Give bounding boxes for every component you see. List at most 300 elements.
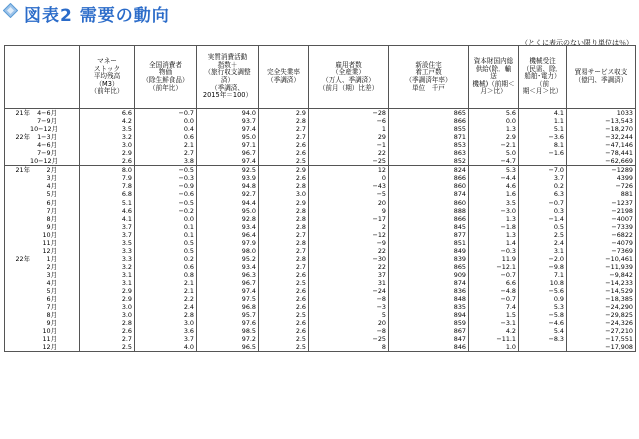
value-cell: 824 xyxy=(389,166,469,175)
value-cell: 2.6 xyxy=(259,271,309,279)
value-cell: 11.9 xyxy=(469,255,519,263)
quarterly-row xyxy=(5,149,636,157)
value-cell: 3.5 xyxy=(80,239,135,247)
period-cell xyxy=(5,335,80,343)
value-cell: 865 xyxy=(389,263,469,271)
value-cell: 97.5 xyxy=(197,295,259,303)
value-cell: 93.7 xyxy=(197,117,259,125)
quarterly-row xyxy=(5,109,636,118)
value-cell: −78,441 xyxy=(567,149,636,157)
value-cell: 2.6 xyxy=(259,303,309,311)
value-cell: 2.1 xyxy=(135,141,197,149)
value-cell: −18,385 xyxy=(567,295,636,303)
value-cell: 1.3 xyxy=(469,231,519,239)
value-cell: −24 xyxy=(309,287,389,295)
monthly-row xyxy=(5,335,636,343)
quarterly-row xyxy=(5,125,636,133)
value-cell: 0.9 xyxy=(519,295,567,303)
period-cell xyxy=(5,343,80,352)
month-label: 8月 xyxy=(46,214,57,223)
value-cell: −5 xyxy=(309,190,389,198)
value-cell: −6822 xyxy=(567,231,636,239)
period-cell xyxy=(5,199,80,207)
value-cell: −3.0 xyxy=(469,207,519,215)
value-cell: 1.3 xyxy=(469,125,519,133)
value-cell: 94.4 xyxy=(197,199,259,207)
value-cell: 5.1 xyxy=(80,199,135,207)
value-cell: 1 xyxy=(309,125,389,133)
value-cell: 2.8 xyxy=(259,239,309,247)
monthly-row xyxy=(5,247,636,255)
value-cell: −0.7 xyxy=(135,109,197,118)
value-cell: 859 xyxy=(389,319,469,327)
month-label: 2月 xyxy=(46,166,57,175)
column-header: 新設住宅 着工戸数 （季調済年率） 単位 千戸 xyxy=(389,46,469,109)
period-cell xyxy=(5,327,80,335)
monthly-row xyxy=(5,279,636,287)
value-cell: −1 xyxy=(309,141,389,149)
value-cell: −24,290 xyxy=(567,303,636,311)
period-cell xyxy=(5,149,80,157)
value-cell: 855 xyxy=(389,125,469,133)
value-cell: 0.2 xyxy=(135,255,197,263)
value-cell: 2.7 xyxy=(259,125,309,133)
value-cell: −4007 xyxy=(567,215,636,223)
value-cell: −0.9 xyxy=(135,182,197,190)
value-cell: −9,842 xyxy=(567,271,636,279)
value-cell: 0.1 xyxy=(135,223,197,231)
value-cell: 2.6 xyxy=(259,149,309,157)
period-cell xyxy=(5,255,80,263)
value-cell: 96.3 xyxy=(197,271,259,279)
value-cell: −7339 xyxy=(567,223,636,231)
period-cell xyxy=(5,215,80,223)
column-header xyxy=(5,46,80,109)
month-label: 3月 xyxy=(46,174,57,183)
value-cell: 888 xyxy=(389,207,469,215)
monthly-row xyxy=(5,174,636,182)
value-cell: −1237 xyxy=(567,199,636,207)
monthly-row xyxy=(5,343,636,352)
value-cell: 3.1 xyxy=(519,247,567,255)
month-label: 11月 xyxy=(42,335,57,344)
value-cell: −28 xyxy=(309,109,389,118)
monthly-row xyxy=(5,255,636,263)
monthly-row xyxy=(5,319,636,327)
value-cell: 5.3 xyxy=(469,166,519,175)
monthly-row xyxy=(5,271,636,279)
column-header: 全国消費者 物価 （除生鮮食品） （前年比） xyxy=(135,46,197,109)
value-cell: 2.8 xyxy=(259,182,309,190)
value-cell: 2.4 xyxy=(519,239,567,247)
period-cell xyxy=(5,271,80,279)
value-cell: 95.2 xyxy=(197,255,259,263)
value-cell: 2.8 xyxy=(259,255,309,263)
value-cell: −11.1 xyxy=(469,335,519,343)
value-cell: 93.4 xyxy=(197,263,259,271)
value-cell: −10,461 xyxy=(567,255,636,263)
value-cell: 877 xyxy=(389,231,469,239)
value-cell: 2.6 xyxy=(259,327,309,335)
value-cell: 3.1 xyxy=(80,271,135,279)
value-cell: 874 xyxy=(389,279,469,287)
value-cell: 848 xyxy=(389,295,469,303)
value-cell: −0.3 xyxy=(135,174,197,182)
value-cell: −3.1 xyxy=(469,319,519,327)
value-cell: −17 xyxy=(309,215,389,223)
value-cell: 3.6 xyxy=(135,327,197,335)
value-cell: 94.8 xyxy=(197,182,259,190)
value-cell: 92.5 xyxy=(197,166,259,175)
period-cell xyxy=(5,117,80,125)
value-cell: −13,543 xyxy=(567,117,636,125)
value-cell: 7.8 xyxy=(80,182,135,190)
value-cell: 2.2 xyxy=(135,295,197,303)
value-cell: 2.8 xyxy=(135,311,197,319)
value-cell: 2 xyxy=(309,223,389,231)
value-cell: 4.6 xyxy=(469,182,519,190)
value-cell: −1.8 xyxy=(469,223,519,231)
month-label: 12月 xyxy=(42,246,57,255)
value-cell: 2.5 xyxy=(259,343,309,352)
value-cell: 1.4 xyxy=(469,239,519,247)
value-cell: 866 xyxy=(389,215,469,223)
value-cell: 2.6 xyxy=(259,319,309,327)
value-cell: 95.0 xyxy=(197,207,259,215)
value-cell: 2.4 xyxy=(135,303,197,311)
value-cell: −8.3 xyxy=(519,335,567,343)
value-cell: 871 xyxy=(389,133,469,141)
month-label: 6月 xyxy=(46,198,57,207)
value-cell: 93.9 xyxy=(197,174,259,182)
year-label: 22年 xyxy=(15,133,30,142)
value-cell: 845 xyxy=(389,223,469,231)
value-cell: −3 xyxy=(309,303,389,311)
value-cell: 3.3 xyxy=(80,247,135,255)
month-label: 7−9月 xyxy=(37,149,57,158)
value-cell: 2.6 xyxy=(80,157,135,166)
month-label: 2月 xyxy=(46,262,57,271)
value-cell: 835 xyxy=(389,303,469,311)
value-cell: 2.9 xyxy=(80,149,135,157)
value-cell: 3.7 xyxy=(135,335,197,343)
value-cell: −11,939 xyxy=(567,263,636,271)
monthly-row xyxy=(5,263,636,271)
value-cell: −14,233 xyxy=(567,279,636,287)
value-cell: −0.7 xyxy=(519,199,567,207)
value-cell: 853 xyxy=(389,141,469,149)
value-cell: 2.7 xyxy=(259,247,309,255)
value-cell: −17,908 xyxy=(567,343,636,352)
month-label: 3月 xyxy=(46,270,57,279)
month-label: 1月 xyxy=(46,254,57,263)
quarterly-row xyxy=(5,157,636,166)
value-cell: 2.5 xyxy=(259,157,309,166)
value-cell: −7.0 xyxy=(519,166,567,175)
value-cell: −18,270 xyxy=(567,125,636,133)
value-cell: 1.0 xyxy=(469,343,519,352)
value-cell: −24,326 xyxy=(567,319,636,327)
header-row xyxy=(5,46,636,109)
value-cell: 2.9 xyxy=(259,109,309,118)
value-cell: 0.1 xyxy=(135,231,197,239)
value-cell: 851 xyxy=(389,239,469,247)
value-cell: −5.6 xyxy=(519,287,567,295)
value-cell: −9.8 xyxy=(519,263,567,271)
value-cell: 2.9 xyxy=(259,166,309,175)
column-header: 完全失業率 （季調済） xyxy=(259,46,309,109)
value-cell: −1.4 xyxy=(519,215,567,223)
value-cell: 2.6 xyxy=(259,295,309,303)
value-cell: 0.0 xyxy=(135,117,197,125)
period-cell xyxy=(5,182,80,190)
value-cell xyxy=(519,157,567,166)
value-cell: 3.0 xyxy=(80,311,135,319)
value-cell: −0.3 xyxy=(469,247,519,255)
period-cell xyxy=(5,239,80,247)
value-cell: −4.8 xyxy=(469,287,519,295)
value-cell: −6 xyxy=(309,117,389,125)
value-cell: 5.6 xyxy=(469,109,519,118)
value-cell: 2.9 xyxy=(469,133,519,141)
monthly-row xyxy=(5,239,636,247)
value-cell: −1289 xyxy=(567,166,636,175)
value-cell: 860 xyxy=(389,199,469,207)
quarterly-row xyxy=(5,117,636,125)
quarterly-row xyxy=(5,133,636,141)
value-cell: 29 xyxy=(309,133,389,141)
year-label: 22年 xyxy=(15,254,30,263)
value-cell: 8 xyxy=(309,343,389,352)
month-label: 4月 xyxy=(46,182,57,191)
value-cell: 0.5 xyxy=(135,239,197,247)
value-cell: 865 xyxy=(389,109,469,118)
value-cell: 0.0 xyxy=(135,215,197,223)
value-cell: 2.5 xyxy=(259,335,309,343)
monthly-row xyxy=(5,327,636,335)
value-cell: 6.6 xyxy=(469,279,519,287)
month-label: 7−9月 xyxy=(37,117,57,126)
value-cell: 31 xyxy=(309,279,389,287)
value-cell: −4.7 xyxy=(469,157,519,166)
value-cell: −4.4 xyxy=(469,174,519,182)
column-header: 貿易サービス収支 （億円、季調済） xyxy=(567,46,636,109)
period-cell xyxy=(5,295,80,303)
value-cell: 839 xyxy=(389,255,469,263)
value-cell: −5.8 xyxy=(519,311,567,319)
value-cell: 4399 xyxy=(567,174,636,182)
value-cell: −1.6 xyxy=(519,149,567,157)
value-cell: 3.7 xyxy=(80,223,135,231)
value-cell: −12 xyxy=(309,231,389,239)
value-cell: 97.4 xyxy=(197,157,259,166)
diamond-bullet-icon xyxy=(3,3,18,18)
value-cell: −27,210 xyxy=(567,327,636,335)
value-cell: 4.2 xyxy=(469,327,519,335)
value-cell: 3.1 xyxy=(80,279,135,287)
month-label: 7月 xyxy=(46,206,57,215)
value-cell: 22 xyxy=(309,247,389,255)
value-cell: −32,244 xyxy=(567,133,636,141)
month-label: 12月 xyxy=(42,343,57,352)
value-cell: −17,551 xyxy=(567,335,636,343)
value-cell: 97.6 xyxy=(197,319,259,327)
value-cell: 96.7 xyxy=(197,279,259,287)
value-cell: 3.7 xyxy=(80,231,135,239)
month-label: 9月 xyxy=(46,222,57,231)
month-label: 1−3月 xyxy=(37,133,57,142)
value-cell: 6.8 xyxy=(80,190,135,198)
period-cell xyxy=(5,247,80,255)
value-cell: 98.5 xyxy=(197,327,259,335)
value-cell: 20 xyxy=(309,199,389,207)
month-label: 4月 xyxy=(46,278,57,287)
value-cell: 0.5 xyxy=(519,223,567,231)
period-cell xyxy=(5,319,80,327)
value-cell: 95.7 xyxy=(197,311,259,319)
column-header: 機械受注 （民需、除． 船舶･電力）（前 期＜月＞比） xyxy=(519,46,567,109)
monthly-row xyxy=(5,166,636,175)
value-cell: 3.0 xyxy=(259,190,309,198)
period-cell xyxy=(5,133,80,141)
value-cell: 10.8 xyxy=(519,279,567,287)
value-cell: 97.9 xyxy=(197,239,259,247)
value-cell: 1.5 xyxy=(469,311,519,319)
value-cell: 866 xyxy=(389,174,469,182)
monthly-row xyxy=(5,182,636,190)
value-cell: 96.7 xyxy=(197,149,259,157)
title-bar xyxy=(0,0,639,24)
year-label: 21年 xyxy=(15,109,30,117)
month-label: 10−12月 xyxy=(30,157,59,166)
period-cell xyxy=(5,125,80,133)
month-label: 6月 xyxy=(46,295,57,304)
monthly-row xyxy=(5,303,636,311)
month-label: 10月 xyxy=(42,230,57,239)
value-cell: −0.2 xyxy=(135,207,197,215)
month-label: 8月 xyxy=(46,311,57,320)
month-label: 5月 xyxy=(46,190,57,199)
value-cell: −29,825 xyxy=(567,311,636,319)
value-cell: 3.0 xyxy=(135,319,197,327)
value-cell: −9 xyxy=(309,239,389,247)
value-cell: −4079 xyxy=(567,239,636,247)
monthly-row xyxy=(5,190,636,198)
value-cell: 2.9 xyxy=(259,199,309,207)
period-cell xyxy=(5,174,80,182)
value-cell: −3.6 xyxy=(519,133,567,141)
value-cell: 894 xyxy=(389,311,469,319)
period-cell xyxy=(5,287,80,295)
value-cell: 2.8 xyxy=(259,223,309,231)
value-cell: −0.7 xyxy=(469,271,519,279)
value-cell: −2.0 xyxy=(519,255,567,263)
column-header: 雇用者数 （全産業） （万人、季調済） （前月（期）比差） xyxy=(309,46,389,109)
value-cell: 92.8 xyxy=(197,215,259,223)
value-cell: 836 xyxy=(389,287,469,295)
value-cell: 9 xyxy=(309,207,389,215)
monthly-row xyxy=(5,207,636,215)
period-cell xyxy=(5,279,80,287)
value-cell: 7.1 xyxy=(519,271,567,279)
month-label: 11月 xyxy=(42,238,57,247)
value-cell: 0.5 xyxy=(135,247,197,255)
value-cell: 846 xyxy=(389,343,469,352)
value-cell: −12.1 xyxy=(469,263,519,271)
value-cell: 860 xyxy=(389,182,469,190)
value-cell: 7.9 xyxy=(80,174,135,182)
value-cell: 22 xyxy=(309,149,389,157)
value-cell: 96.8 xyxy=(197,303,259,311)
value-cell: 96.5 xyxy=(197,343,259,352)
value-cell: 4.6 xyxy=(80,207,135,215)
month-label: 7月 xyxy=(46,303,57,312)
value-cell: 97.2 xyxy=(197,335,259,343)
value-cell: −4.6 xyxy=(519,319,567,327)
value-cell: 2.7 xyxy=(80,335,135,343)
value-cell: 909 xyxy=(389,271,469,279)
value-cell: −8 xyxy=(309,327,389,335)
value-cell: 8.0 xyxy=(80,166,135,175)
value-cell: 3.2 xyxy=(80,133,135,141)
value-cell: 2.6 xyxy=(259,287,309,295)
monthly-row xyxy=(5,295,636,303)
monthly-row xyxy=(5,215,636,223)
value-cell: −0.5 xyxy=(135,199,197,207)
value-cell: 0.6 xyxy=(135,263,197,271)
value-cell: 2.7 xyxy=(259,263,309,271)
value-cell: 3.2 xyxy=(80,263,135,271)
value-cell: −14,529 xyxy=(567,287,636,295)
month-label: 9月 xyxy=(46,319,57,328)
value-cell: 849 xyxy=(389,247,469,255)
value-cell: 2.5 xyxy=(519,231,567,239)
value-cell: 2.6 xyxy=(259,141,309,149)
value-cell: 852 xyxy=(389,157,469,166)
value-cell: 95.0 xyxy=(197,133,259,141)
period-cell xyxy=(5,311,80,319)
value-cell xyxy=(519,343,567,352)
year-label: 21年 xyxy=(15,166,30,175)
value-cell: −2.1 xyxy=(469,141,519,149)
value-cell: −2198 xyxy=(567,207,636,215)
value-cell: 2.1 xyxy=(135,287,197,295)
value-cell: 2.8 xyxy=(259,207,309,215)
value-cell: 2.8 xyxy=(259,117,309,125)
table-body xyxy=(5,109,636,352)
value-cell: −25 xyxy=(309,335,389,343)
value-cell: 2.6 xyxy=(259,174,309,182)
month-label: 10月 xyxy=(42,327,57,336)
value-cell: 0.6 xyxy=(135,133,197,141)
value-cell: 4.1 xyxy=(519,109,567,118)
value-cell: 847 xyxy=(389,335,469,343)
monthly-row xyxy=(5,231,636,239)
value-cell: 2.7 xyxy=(135,149,197,157)
period-cell xyxy=(5,166,80,175)
quarterly-row xyxy=(5,141,636,149)
value-cell: 2.7 xyxy=(259,231,309,239)
value-cell: 3.8 xyxy=(135,157,197,166)
column-header: マネー ストック 平均残高 （M3） （前年比） xyxy=(80,46,135,109)
value-cell: 97.4 xyxy=(197,287,259,295)
period-cell xyxy=(5,231,80,239)
value-cell: 0.8 xyxy=(135,271,197,279)
value-cell: 2.7 xyxy=(259,133,309,141)
value-cell: 2.5 xyxy=(259,311,309,319)
value-cell: 2.5 xyxy=(259,279,309,287)
value-cell: −62,669 xyxy=(567,157,636,166)
